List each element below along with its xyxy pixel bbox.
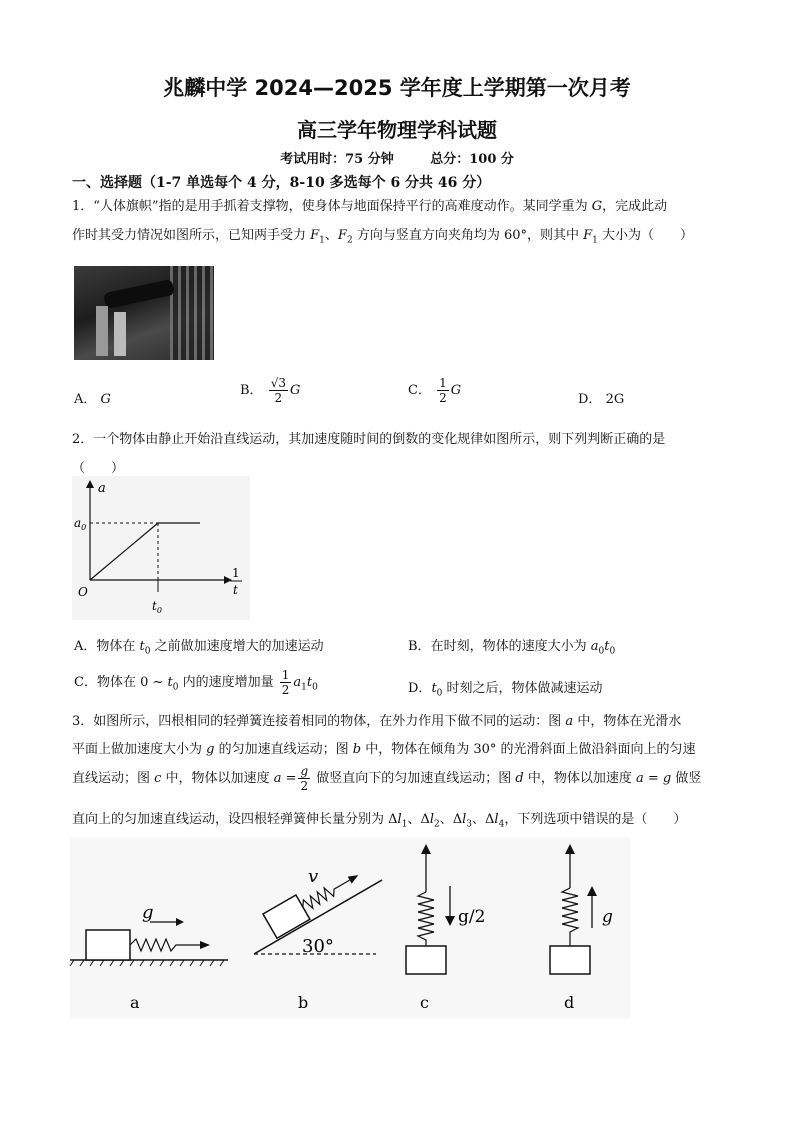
svg-text:g: g (602, 907, 613, 927)
q1-option-a[interactable]: A． G (74, 392, 111, 407)
question-3-line-4: 直向上的匀加速直线运动，设四根轻弹簧伸长量分别为 $\Delta l_1$、$\Delta l_2$、$\Delta l_3$、$\Delta l_4$，下列选项中错误的是（ ） (72, 812, 687, 830)
svg-text:g/2: g/2 (458, 907, 486, 927)
exam-subtitle: 高三学年物理学科试题 (297, 118, 497, 142)
x-axis-label-num: 1 (232, 566, 240, 580)
acceleration-graph (72, 476, 252, 622)
x-tick-t0: $t_0$ (152, 599, 162, 615)
q2-option-a[interactable]: A．物体在 $t_0$ 之前做加速度增大的加速运动 (74, 639, 324, 657)
exam-score: 总分：100 分 (430, 152, 514, 167)
svg-text:a: a (130, 993, 140, 1012)
q1-option-c[interactable]: C． $\frac{1}{2}$ G (408, 376, 462, 405)
svg-text:30°: 30° (302, 936, 334, 957)
block-a (86, 930, 130, 960)
q2-option-d[interactable]: D．$t_0$ 时刻之后，物体做减速运动 (408, 681, 603, 699)
q1-option-b[interactable]: B． $\frac{√3}{2}$ G (240, 376, 301, 405)
exam-time: 考试用时：75 分钟 (280, 152, 394, 167)
svg-text:c: c (420, 993, 429, 1012)
block-c (406, 946, 446, 974)
y-tick-a0: $a_0$ (74, 516, 87, 532)
y-axis-label: a (98, 481, 106, 496)
svg-text:b: b (298, 993, 309, 1012)
spring-figures (70, 838, 630, 1018)
q1-option-d[interactable]: D． 2G (578, 392, 625, 407)
human-flag-photo (74, 266, 214, 360)
exam-title: 兆麟中学 2024—2025 学年度上学期第一次月考 (163, 76, 631, 100)
q2-option-c[interactable]: C．物体在 0 ~ $t_0$ 内的速度增加量 $\frac{1}{2}$ $a_1t_0$ (74, 668, 318, 697)
q2-option-b[interactable]: B．在时刻，物体的速度大小为 $a_0t_0$ (408, 639, 616, 657)
exam-meta (0, 148, 794, 167)
section-heading: 一、选择题（1-7 单选每个 4 分，8-10 多选每个 6 分共 46 分） (72, 175, 491, 191)
question-3-line-3: 直线运动；图 c 中，物体以加速度 a = $\frac{g}{2}$ 做竖直向下的匀加速直线运动；图 d 中，物体以加速度 a = g 做竖 (72, 764, 702, 793)
origin-label: O (78, 585, 88, 599)
x-axis-label-den: t (233, 583, 238, 597)
question-3-line-1: 3．如图所示，四根相同的轻弹簧连接着相同的物体，在外力作用下做不同的运动：图 a 中，物体在光滑水 (72, 714, 682, 729)
question-3-line-2: 平面上做加速度大小为 g 的匀加速直线运动；图 b 中，物体在倾角为 30° 的光滑斜面上做沿斜面向上的匀速 (72, 742, 696, 757)
svg-text:v: v (308, 866, 319, 887)
svg-text:d: d (564, 993, 575, 1012)
question-2-text: 2．一个物体由静止开始沿直线运动，其加速度随时间的倒数的变化规律如图所示，则下列判断正确的是 （ ） (72, 432, 666, 476)
question-1-text: 1．“人体旗帜”指的是用手抓着支撑物，使身体与地面保持平行的高难度动作。某同学重为 G，完成此动 作时其受力情况如图所示，已知两手受力 $F_1$、$F_2$ 方向与竖直方向夹角均为 60°，则其中 $F_1$ 大小为（ ） (72, 199, 694, 246)
block-d (550, 946, 590, 974)
svg-text:g: g (142, 902, 154, 923)
